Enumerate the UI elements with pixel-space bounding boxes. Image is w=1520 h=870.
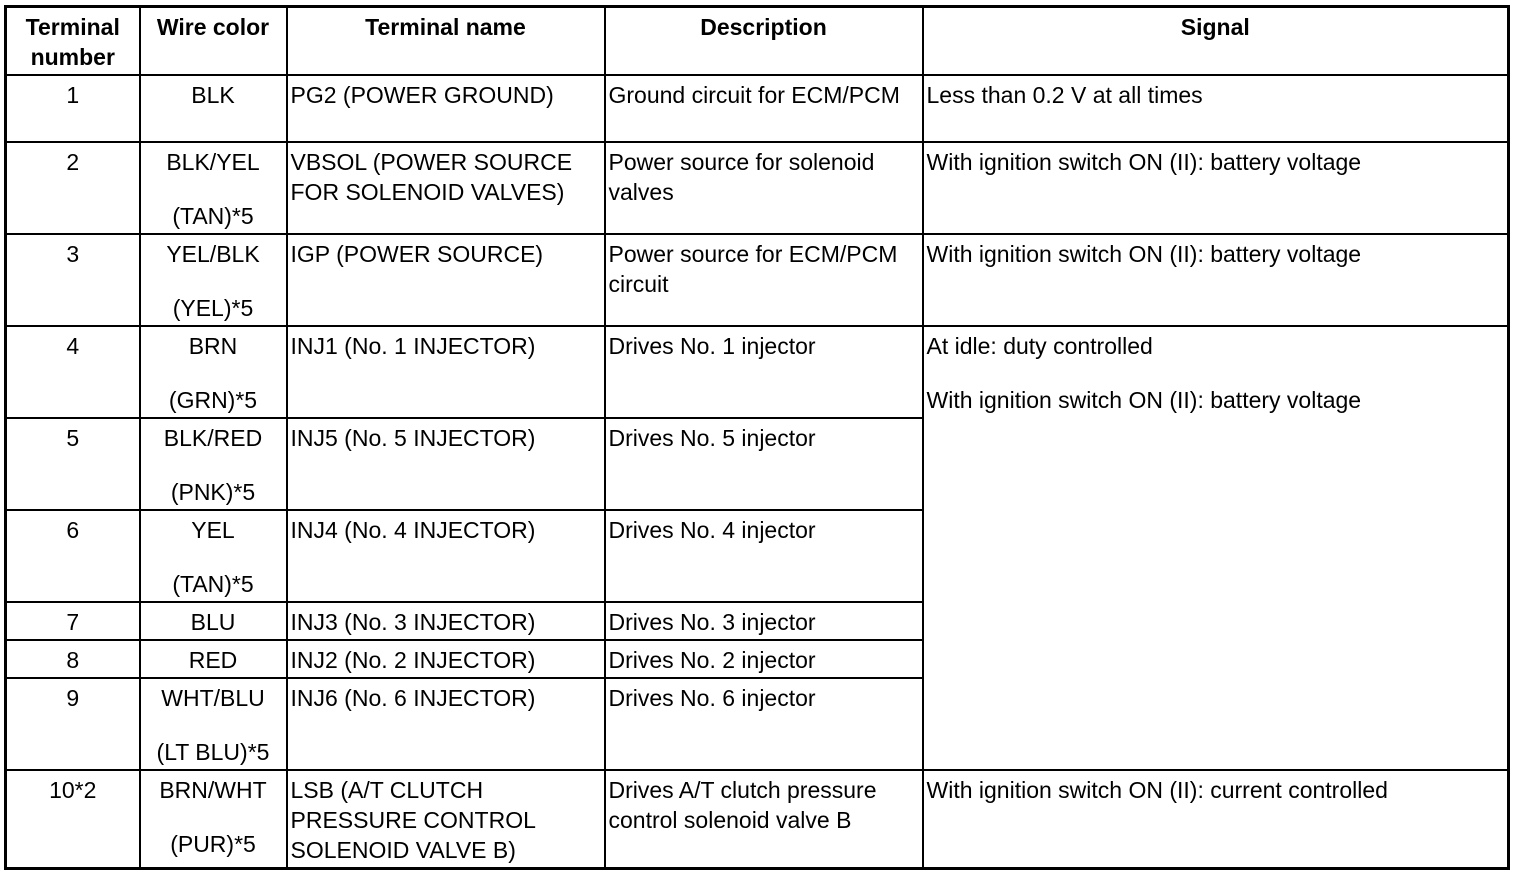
wire-color: BLK/YEL (TAN)*5: [140, 142, 287, 234]
table-row: [6, 234, 1509, 326]
terminal-name: INJ5 (No. 5 INJECTOR): [287, 418, 605, 510]
table-row: [6, 75, 1509, 142]
terminal-name: PG2 (POWER GROUND): [287, 75, 605, 142]
terminal-number: 2: [6, 142, 140, 234]
description: Drives No. 2 injector: [605, 640, 923, 678]
description: Drives No. 3 injector: [605, 602, 923, 640]
header-terminal-number: Terminal number: [6, 7, 140, 76]
wire-color: BLU: [140, 602, 287, 640]
description: Power source for solenoid valves: [605, 142, 923, 234]
terminal-name: INJ3 (No. 3 INJECTOR): [287, 602, 605, 640]
wire-color: BLK: [140, 75, 287, 142]
description: Drives No. 6 injector: [605, 678, 923, 770]
wire-color: WHT/BLU (LT BLU)*5: [140, 678, 287, 770]
terminal-name: INJ1 (No. 1 INJECTOR): [287, 326, 605, 418]
terminal-number: 7: [6, 602, 140, 640]
table-row: [6, 142, 1509, 234]
signal: Less than 0.2 V at all times: [923, 75, 1509, 142]
description: Drives No. 1 injector: [605, 326, 923, 418]
description: Ground circuit for ECM/PCM: [605, 75, 923, 142]
terminal-table: [4, 5, 1510, 870]
wire-color: RED: [140, 640, 287, 678]
description: Power source for ECM/PCM circuit: [605, 234, 923, 326]
terminal-number: 9: [6, 678, 140, 770]
table-row: [6, 326, 1509, 418]
injector-signal: At idle: duty controlled With ignition switch ON (II): battery voltage: [923, 326, 1509, 770]
signal: With ignition switch ON (II): battery voltage: [923, 234, 1509, 326]
header-row: [6, 7, 1509, 76]
wire-color: BRN (GRN)*5: [140, 326, 287, 418]
header-description: Description: [605, 7, 923, 76]
terminal-number: 10*2: [6, 770, 140, 869]
terminal-name: VBSOL (POWER SOURCE FOR SOLENOID VALVES): [287, 142, 605, 234]
wire-color: YEL (TAN)*5: [140, 510, 287, 602]
signal: With ignition switch ON (II): battery voltage: [923, 142, 1509, 234]
terminal-number: 4: [6, 326, 140, 418]
wire-color: BLK/RED (PNK)*5: [140, 418, 287, 510]
terminal-number: 5: [6, 418, 140, 510]
description: Drives No. 4 injector: [605, 510, 923, 602]
signal: With ignition switch ON (II): current controlled: [923, 770, 1509, 869]
table-row: [6, 770, 1509, 869]
terminal-number: 1: [6, 75, 140, 142]
terminal-name: LSB (A/T CLUTCH PRESSURE CONTROL SOLENOID VALVE B): [287, 770, 605, 869]
header-terminal-name: Terminal name: [287, 7, 605, 76]
terminal-name: INJ6 (No. 6 INJECTOR): [287, 678, 605, 770]
description: Drives A/T clutch pressure control solenoid valve B: [605, 770, 923, 869]
terminal-number: 3: [6, 234, 140, 326]
header-wire-color: Wire color: [140, 7, 287, 76]
terminal-number: 8: [6, 640, 140, 678]
wire-color: YEL/BLK (YEL)*5: [140, 234, 287, 326]
header-signal: Signal: [923, 7, 1509, 76]
terminal-name: IGP (POWER SOURCE): [287, 234, 605, 326]
terminal-name: INJ2 (No. 2 INJECTOR): [287, 640, 605, 678]
terminal-name: INJ4 (No. 4 INJECTOR): [287, 510, 605, 602]
description: Drives No. 5 injector: [605, 418, 923, 510]
wire-color: BRN/WHT (PUR)*5: [140, 770, 287, 869]
terminal-number: 6: [6, 510, 140, 602]
